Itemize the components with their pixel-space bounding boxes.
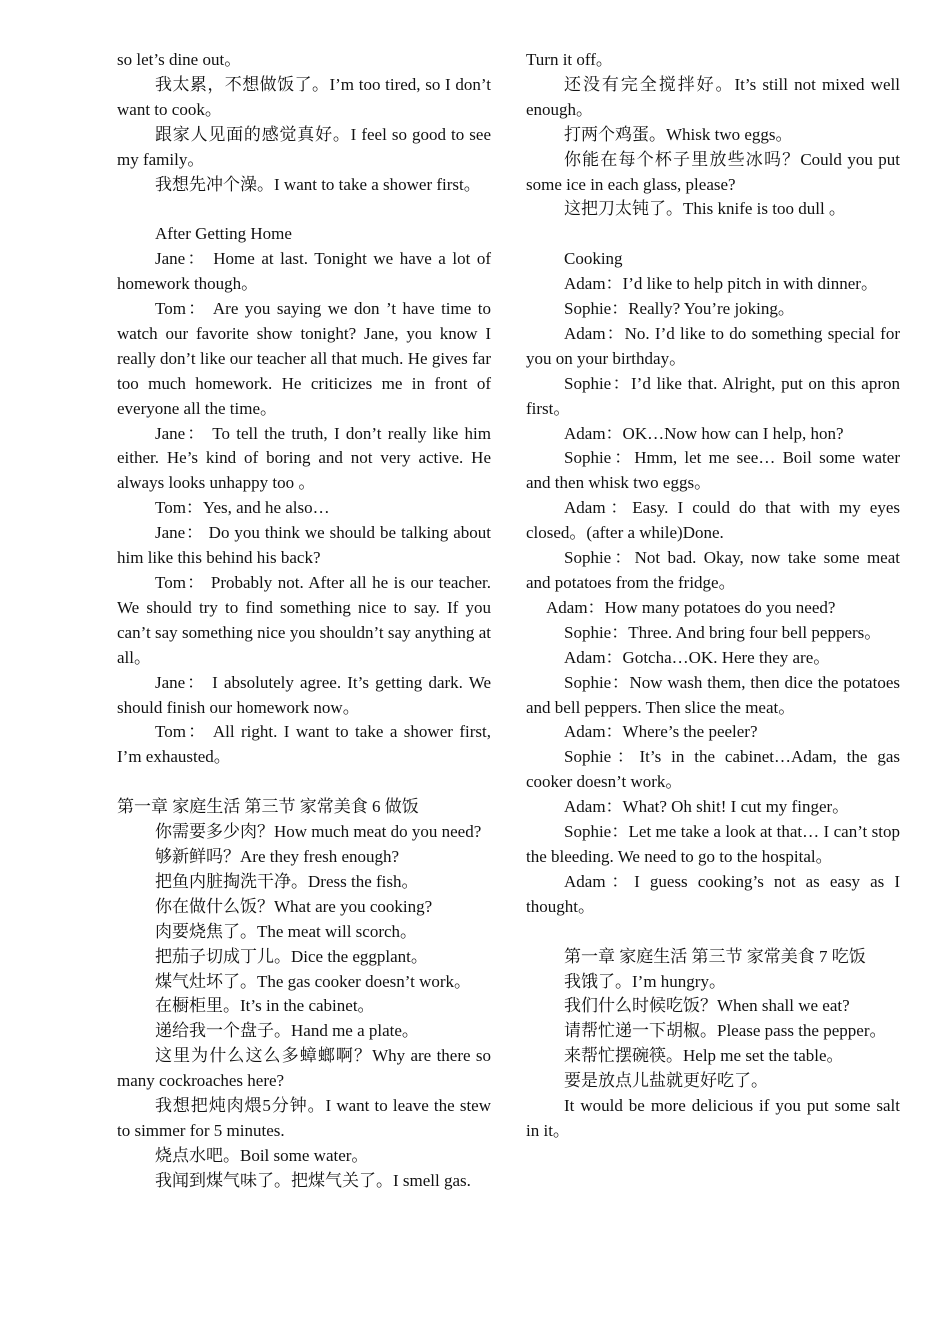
- text-line: Tom：Yes, and he also…: [155, 498, 330, 518]
- text-line: Adam：Where’s the peeler?: [564, 722, 758, 742]
- text-line: Sophie：Now wash them, then dice the potatoes and bell peppers. Then slice the meat。: [526, 672, 900, 717]
- text-line: 打两个鸡蛋。Whisk two eggs。: [564, 124, 793, 144]
- paragraph-gap: [526, 222, 900, 247]
- text-line: Adam：Gotcha…OK. Here they are。: [564, 647, 831, 667]
- text-line: Sophie：Let me take a look at that… I can’t stop the bleeding. We need to go to the hospital。: [526, 822, 900, 866]
- text-line: 煤气灶坏了。The gas cooker doesn’t work。: [155, 971, 472, 991]
- text-line: 递给我一个盘子。Hand me a plate。: [155, 1021, 419, 1041]
- text-line: Adam：I guess cooking’s not as easy as I thought。: [526, 871, 900, 916]
- text-line: 跟家人见面的感觉真好。I feel so good to see my family。: [117, 124, 491, 169]
- text-line: 第一章 家庭生活 第三节 家常美食 7 吃饭: [564, 946, 866, 966]
- text-line: After Getting Home: [155, 224, 292, 244]
- text-line: 你需要多少肉？How much meat do you need?: [155, 822, 482, 842]
- text-line: Jane： To tell the truth, I don’t really like him either. He’s kind of boring and not very active. He always looks unhappy too 。: [117, 423, 491, 493]
- text-line: Jane： I absolutely agree. It’s getting dark. We should finish our homework now。: [117, 672, 491, 717]
- text-line: 第一章 家庭生活 第三节 家常美食 6 做饭: [117, 797, 419, 817]
- right-column: [526, 48, 900, 1144]
- text-line: Adam：Easy. I could do that with my eyes closed。(after a while)Done.: [526, 498, 900, 543]
- text-line: 这里为什么这么多蟑螂啊？Why are there so many cockroaches here?: [117, 1046, 491, 1091]
- text-line: Cooking: [564, 249, 623, 269]
- text-line: Turn it off。: [526, 50, 613, 69]
- text-line: 把茄子切成丁儿。Dice the eggplant。: [155, 946, 428, 966]
- text-line: Sophie：I’d like that. Alright, put on this apron first。: [526, 373, 900, 418]
- text-line: 要是放点儿盐就更好吃了。: [564, 1071, 768, 1091]
- text-line: Tom： Are you saying we don ’t have time to watch our favorite show tonight? Jane, you know I really don’t like our teacher all that much. He gives far too much homework. He criticizes me in front of everyone all the time。: [117, 299, 491, 418]
- text-line: Sophie：Really? You’re joking。: [564, 299, 795, 319]
- text-line: 我饿了。I’m hungry。: [564, 971, 726, 991]
- text-line: 我想先冲个澡。I want to take a shower first。: [155, 174, 481, 194]
- text-line: so let’s dine out。: [117, 50, 242, 69]
- text-line: 我太累，不想做饭了。I’m too tired, so I don’t want to cook。: [117, 74, 491, 119]
- text-line: Jane： Home at last. Tonight we have a lot of homework though。: [117, 249, 491, 294]
- text-line: Adam：No. I’d like to do something special for you on your birthday。: [526, 323, 900, 368]
- text-line: 我们什么时候吃饭？When shall we eat?: [564, 996, 850, 1016]
- text-line: Sophie：It’s in the cabinet…Adam, the gas cooker doesn’t work。: [526, 747, 900, 792]
- paragraph-gap: [526, 920, 900, 945]
- text-line: 在橱柜里。It’s in the cabinet。: [155, 996, 375, 1016]
- text-line: 我想把炖肉煨5分钟。I want to leave the stew to simmer for 5 minutes.: [117, 1096, 491, 1140]
- text-line: 你能在每个杯子里放些冰吗？Could you put some ice in each glass, please?: [526, 149, 900, 194]
- text-line: 请帮忙递一下胡椒。Please pass the pepper。: [564, 1021, 887, 1041]
- paragraph-gap: [117, 197, 491, 222]
- text-line: 还没有完全搅拌好。It’s still not mixed well enough。: [526, 74, 900, 119]
- left-column: [117, 48, 491, 1194]
- text-line: Sophie：Not bad. Okay, now take some meat and potatoes from the fridge。: [526, 548, 900, 593]
- text-line: Sophie：Three. And bring four bell peppers。: [564, 622, 882, 642]
- text-line: 这把刀太钝了。This knife is too dull 。: [564, 199, 846, 219]
- text-line: Jane： Do you think we should be talking about him like this behind his back?: [117, 523, 491, 568]
- text-line: It would be more delicious if you put some salt in it。: [526, 1096, 900, 1140]
- text-line: Adam：I’d like to help pitch in with dinner。: [564, 274, 878, 294]
- paragraph-gap: [117, 770, 491, 795]
- text-line: 肉要烧焦了。The meat will scorch。: [155, 921, 418, 941]
- text-line: Sophie：Hmm, let me see… Boil some water and then whisk two eggs。: [526, 448, 900, 493]
- text-line: Adam：What? Oh shit! I cut my finger。: [564, 797, 850, 817]
- text-line: 烧点水吧。Boil some water。: [155, 1145, 369, 1165]
- text-line: Tom： Probably not. After all he is our teacher. We should try to find something nice to say. If you can’t say something nice you shouldn’t say anything at all。: [117, 573, 491, 667]
- text-line: Tom： All right. I want to take a shower first, I’m exhausted。: [117, 722, 491, 767]
- text-line: 够新鲜吗？Are they fresh enough?: [155, 846, 400, 866]
- text-line: Adam：How many potatoes do you need?: [546, 597, 836, 617]
- text-line: 你在做什么饭？What are you cooking?: [155, 896, 433, 916]
- text-line: 把鱼内脏掏洗干净。Dress the fish。: [155, 871, 419, 891]
- text-line: 我闻到煤气味了。把煤气关了。I smell gas.: [155, 1170, 471, 1190]
- text-line: 来帮忙摆碗筷。Help me set the table。: [564, 1046, 844, 1066]
- text-line: Adam：OK…Now how can I help, hon?: [564, 423, 844, 443]
